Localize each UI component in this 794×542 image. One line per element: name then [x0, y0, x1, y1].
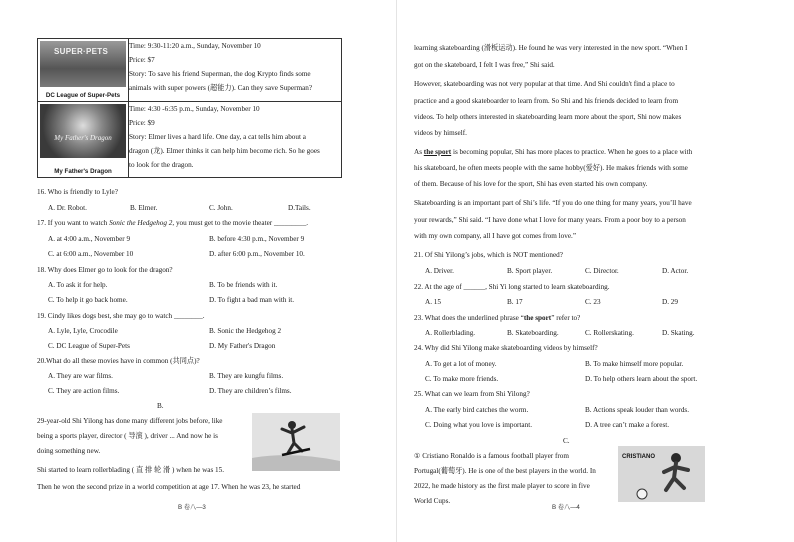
passage-line: However, skateboarding was not very popular at that time. And Shi couldn't find a place to [414, 80, 675, 88]
question-21: 21. Of Shi Yilong’s jobs, which is NOT mentioned? [414, 251, 563, 259]
option: D. They are children’s films. [209, 387, 292, 395]
passage-line: ① Cristiano Ronaldo is a famous football player from [414, 452, 569, 460]
passage-line [414, 147, 692, 157]
question-25: 25. What can we learn from Shi Yilong? [414, 390, 530, 398]
underlined-phrase: the sport [423, 148, 452, 156]
option: D. A tree can’t make a forest. [585, 421, 670, 429]
option: C. To make more friends. [425, 375, 499, 383]
poster-title: DC League of Super-Pets [45, 92, 121, 99]
poster-title: My Father's Dragon [54, 168, 112, 175]
option: C. John. [209, 204, 233, 212]
option: B. Actions speak louder than words. [585, 406, 690, 414]
option: D. Skating. [662, 329, 695, 337]
movie-name-italic: Sonic the Hedgehog 2 [109, 219, 173, 227]
passage-line: Shi started to learn rollerblading ( 直 排 轮 滑 ) when he was 15. [37, 466, 225, 474]
option: C. They are action films. [48, 387, 120, 395]
option: B. Skateboarding. [507, 329, 559, 337]
question-23 [414, 313, 580, 323]
option: D. Actor. [662, 267, 689, 275]
page-footer: B 卷八—3 [178, 504, 206, 511]
movie-row [38, 39, 342, 102]
option: C. at 6:00 a.m., November 10 [48, 250, 134, 258]
section-heading: B. [157, 402, 164, 410]
option: A. Rollerblading. [425, 329, 476, 337]
movie-time: Time: 9:30-11:20 a.m., Sunday, November 10 [129, 42, 261, 50]
option: A. at 4:00 a.m., November 9 [48, 235, 131, 243]
movie-price: Price: $7 [129, 56, 155, 64]
option: D. after 6:00 p.m., November 10. [209, 250, 305, 258]
text: is becoming popular, Shi has more places to practice. When he goes to a place with [451, 148, 693, 156]
skateboarder-figure [252, 413, 340, 471]
skateboarder-photo [252, 413, 340, 471]
passage-line: with my own company, all I have got comes from love.” [414, 232, 577, 240]
question-16: 16. Who is friendly to Lyle? [37, 188, 118, 196]
movie-story-line: Story: To save his friend Superman, the dog Krypto finds some [129, 70, 311, 78]
movie-table [37, 38, 342, 178]
movie-row [38, 102, 342, 178]
option: A. They are war films. [48, 372, 113, 380]
movie-poster [38, 102, 129, 178]
passage-line: learning skateboarding (滑板运动). He found he was very interested in the new sport. “When I [414, 44, 688, 52]
option: A. To ask it for help. [48, 281, 108, 289]
option: A. The early bird catches the worm. [425, 406, 529, 414]
option: B. Sonic the Hedgehog 2 [209, 327, 282, 335]
question-22: 22. At the age of ______, Shi Yi long started to learn skateboarding. [414, 283, 610, 291]
poster-logo: SUPER·PETS [54, 47, 109, 56]
option: C. Director. [585, 267, 619, 275]
passage-line: being a sports player, director ( 导演 ), driver ... And now he is [37, 432, 218, 440]
question-20: 20.What do all these movies have in common (共同点)? [37, 357, 200, 365]
passage-line: his skateboard, he often meets people with the same hobby(爱好). He makes friends with some [414, 164, 688, 172]
text: As [414, 148, 424, 156]
poster-image [40, 41, 126, 87]
option: B. 17 [507, 298, 523, 306]
option: A. Driver. [425, 267, 454, 275]
passage-line: World Cups. [414, 497, 451, 505]
passage-line: of them. Because of his love for the sport, Shi has even started his own company. [414, 180, 648, 188]
option: C. Doing what you love is important. [425, 421, 533, 429]
passage-line: your rewards,” Shi said. “I have done what I love for many years. From a poor boy to a person [414, 216, 686, 224]
text: ” refer to? [551, 314, 581, 322]
passage-line: Skateboarding is an important part of Shi’s life. “If you do one thing for many years, you’ll have [414, 199, 692, 207]
option: A. Lyle, Lyle, Crocodile [48, 327, 118, 335]
movie-poster [38, 39, 129, 102]
movie-time: Time: 4:30 -6:35 p.m., Sunday, November 10 [129, 105, 260, 113]
text: 23. What does the underlined phrase “ [414, 314, 524, 322]
option: B. To be friends with it. [209, 281, 278, 289]
bold-phrase: the sport [523, 314, 552, 322]
passage-line: got on the skateboard, I felt I was free,” Shi said. [414, 61, 555, 69]
passage-line: Then he won the second prize in a world competition at age 17. When he was 23, he started [37, 483, 301, 491]
option: D. To fight a bad man with it. [209, 296, 295, 304]
page-footer: B 卷八—4 [552, 504, 580, 511]
question-24: 24. Why did Shi Yilong make skateboarding videos by himself? [414, 344, 598, 352]
option: C. DC League of Super-Pets [48, 342, 130, 350]
question-17-text: 17. If you want to watch [37, 219, 110, 227]
option: B. before 4:30 p.m., November 9 [209, 235, 305, 243]
movie-story-line: dragon (龙). Elmer thinks it can help him become rich. So he goes [129, 147, 320, 155]
option: B. They are kungfu films. [209, 372, 284, 380]
passage-line: 2022, he made history as the first male player to score in five [414, 482, 590, 490]
question-19: 19. Cindy likes dogs best, she may go to watch ________. [37, 312, 205, 320]
passage-line: 29-year-old Shi Yilong has done many different jobs before, like [37, 417, 223, 425]
poster-image [40, 104, 126, 158]
passage-line: videos. To help others interested in skateboarding learn more about the sport, Shi now makes [414, 113, 682, 121]
option: D.Tails. [288, 204, 311, 212]
movie-info [129, 102, 342, 178]
option: D. To help others learn about the sport. [585, 375, 698, 383]
question-17-text: , you must get to the movie theater _________. [172, 219, 309, 227]
option: C. 23 [585, 298, 601, 306]
option: B. To make himself more popular. [585, 360, 684, 368]
movie-story-line: animals with super powers (超能力). Can they save Superman? [129, 84, 313, 92]
photo-caption: CRISTIANO [622, 454, 655, 460]
option: C. To help it go back home. [48, 296, 128, 304]
option: D. My Father's Dragon [209, 342, 276, 350]
right-page [397, 0, 794, 542]
option: D. 29 [662, 298, 678, 306]
movie-story-line: Story: Elmer lives a hard life. One day, a cat tells him about a [129, 133, 306, 141]
poster-logo: My Father's Dragon [54, 134, 112, 142]
option: A. Dr. Robot. [48, 204, 87, 212]
option: A. To get a lot of money. [425, 360, 497, 368]
section-heading: C. [563, 437, 570, 445]
passage-line: doing something new. [37, 447, 101, 455]
footballer-photo [618, 446, 705, 502]
option: C. Rollerskating. [585, 329, 634, 337]
movie-price: Price: $9 [129, 119, 155, 127]
movie-info [129, 39, 342, 102]
option: B. Elmer. [130, 204, 158, 212]
option: B. Sport player. [507, 267, 553, 275]
passage-line: videos by himself. [414, 129, 467, 137]
question-17 [37, 218, 308, 228]
option: A. 15 [425, 298, 441, 306]
passage-line: Portugal(葡萄牙). He is one of the best players in the world. In [414, 467, 596, 475]
passage-line: practice and a good skateboarder to learn from. So Shi and his friends decided to learn from [414, 97, 679, 105]
question-18: 18. Why does Elmer go to look for the dragon? [37, 266, 173, 274]
movie-story-line: to look for the dragon. [129, 161, 194, 169]
